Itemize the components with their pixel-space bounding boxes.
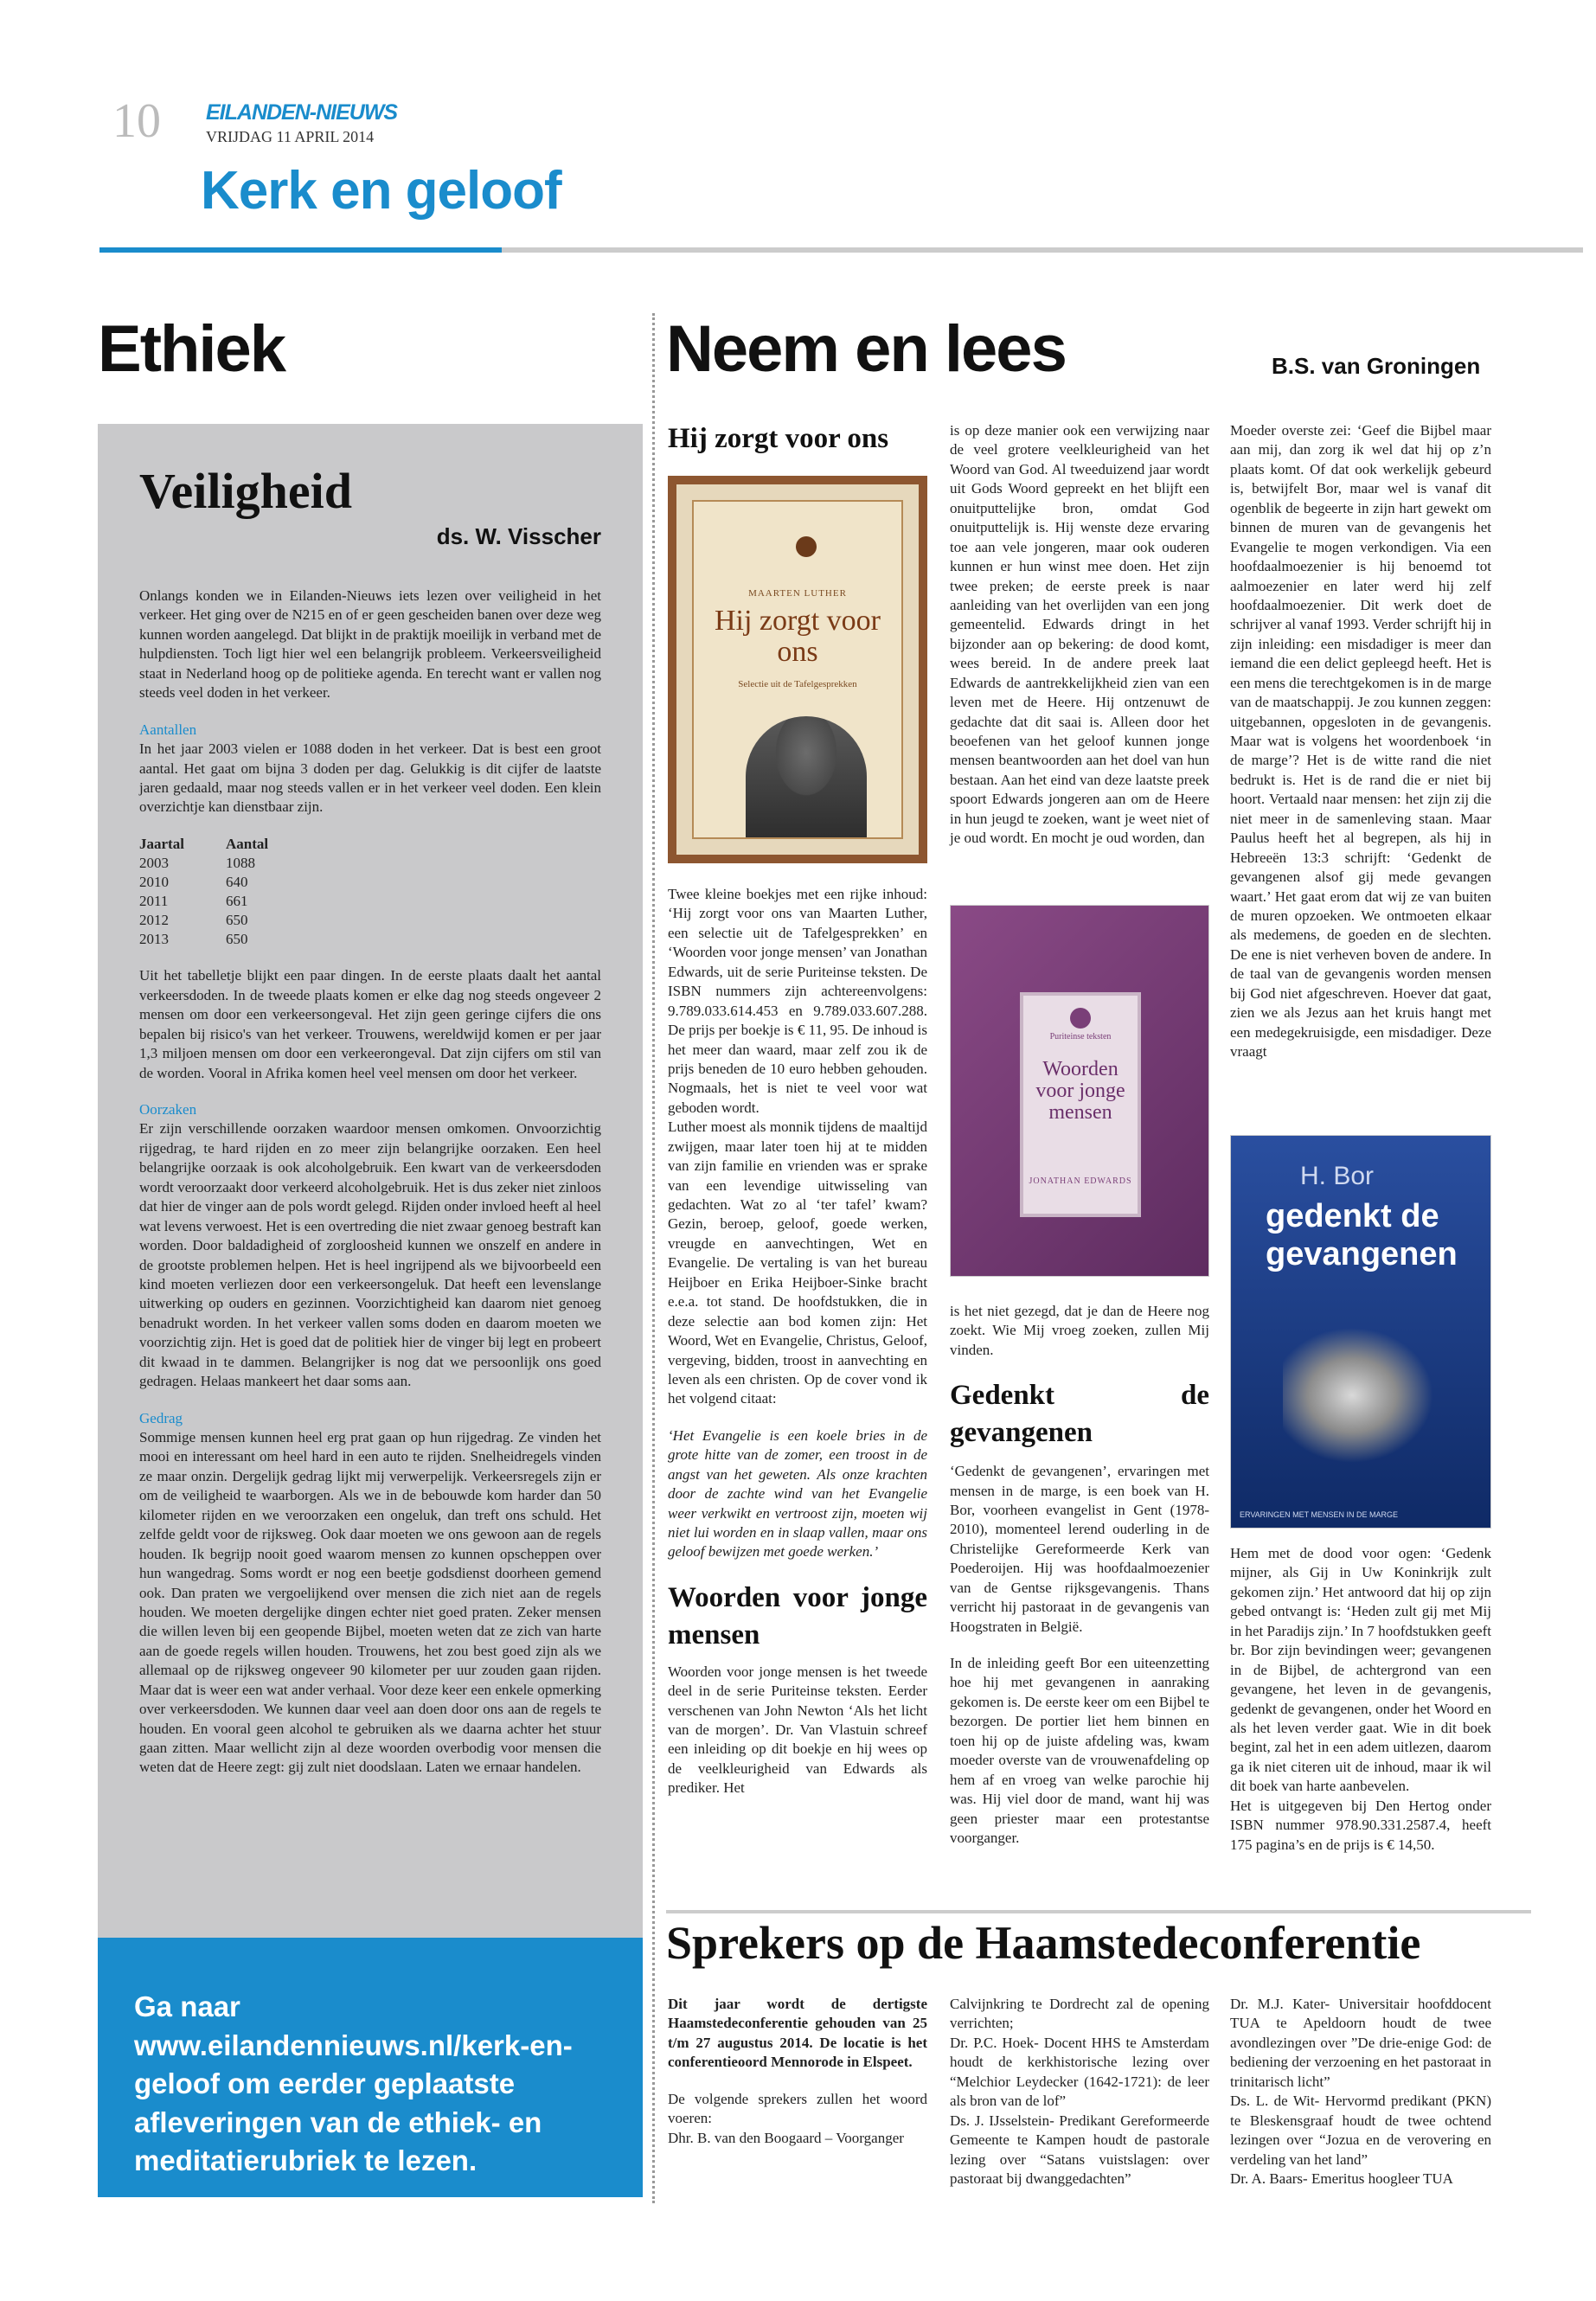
table-cell: 1088 [226,854,255,871]
door-handle-image [1283,1309,1456,1482]
traffic-deaths-table [139,835,268,950]
neem-heading: Neem en lees [666,312,1066,386]
review-col1-p2: Luther moest als monnik tijdens de maaltijd zwijgen, maar later toen hij at te midden van zijn familie en vrienden was er sprake van een levendige uitwisseling van gedachten. Wat zo al ‘ter tafel’ kwam? Gezin, beroep, geloof, goede werken, vreugde en aanvechtingen, Wet en Evangelie. De vertaling is van het bureau Heijboer en Erika Heijboer-Sinke bracht e.e.a. tot stand. De hoofdstukken, die in deze selectie aan bod komen zijn: Het Woord, Wet en Evangelie, Christus, Geloof, vergeving, bidden, troost in aanvechting en leven als een christen. Op de cover vond ik het volgend citaat: [668,1118,927,1407]
sprekers-lead: Dit jaar wordt de dertigste Haamstedeconferentie gehouden van 25 t/m 27 augustus 2014. De locatie is het conferentieoord Mennorode in Elspeet. [668,1996,927,2071]
ethiek-sub-aantallen: Aantallen [139,721,197,738]
header-rule [502,247,1583,253]
article-title: Veiligheid [139,463,353,519]
header-rule-accent [99,247,502,253]
ethiek-sub-gedrag: Gedrag [139,1409,183,1426]
review-col2-p1: is op deze manier ook een verwijzing naar de veel grotere veelkleurigheid van het Woord van God. Al tweeduizend jaar wordt uit Gods Woord gepreekt en het blijft een onuitputtelijke bron, omdat God onuitputtelijk is. Hij wenste deze ervaring toe aan vele jongeren, maar ook ouderen kunnen er hun winst mee doen. Het zijn twee preken; de eerste preek is naar aanleiding van het overlijden van een jong gemeentelid. Edwards dringt in het bijzonder aan op bekering: de dood komt, wees bereid. In de andere preek laat Edwards de aantrekkelijkheid zien van een leven met de Heere. Hij ontzenuwt de gedachte dat dit saai is. Alleen door het beoefenen van het geloof kunnen jonge mensen beantwoorden aan het doel van hun bestaan. Aan het eind van deze laatste preek spoort Edwards jongeren aan om de Heere in hun jeugd te zoeken, want je weet niet of je oud wordt. En mocht je oud worden, dan [950,422,1209,847]
review-col3-p2: Hem met de dood voor ogen: ‘Gedenk mijner, als Gij in Uw Koninkrijk zult gekomen zijn.’ Het antwoord dat hij op zijn gebed ontvangt is: ‘Heden zult gij met Mij in het Paradijs zijn.’ In 7 hoofdstukken geeft br. Bor zijn bevindingen weer; gevangenen in de Bijbel, de achtergrond van een gevangene, het leven in de gevangenis, gedenkt de gevangenen, onder het Woord en als het leven verder gaat. Wie in dit boek begint, zal het in een adem uitlezen, daarom ga ik niet citeren uit de inhoud, maar ik wil dit boek van harte aanbevelen. [1230,1545,1491,1795]
table-cell: 2003 [139,854,169,871]
table-header: Jaartal [139,835,184,852]
ethiek-intro: Onlangs konden we in Eilanden-Nieuws iets lezen over veiligheid in het verkeer. Het ging over de N215 en of er geen gescheiden banen over deze weg kunnen worden aangelegd. Dat blijkt in de praktijk moeilijk in verband met de hulpdiensten. Toch ligt hier wel een belangrijk probleem. Verkeersveiligheid staat in Nederland hoog op de politieke agenda. En terecht want er vallen nog steeds veel doden in het verkeer. [139,587,601,702]
ethiek-p4: Sommige mensen kunnen heel erg prat gaan op hun rijgedrag. Ze vinden het mooi en interessant om heel hard in een auto te rijden. Snelheidregels vinden ze maar onzin. Dergelijk gedrag lijkt mij verwerpelijk. Verkeersregels zijn er om de veiligheid te waarborgen. Als we in de bebouwde kom harder dan 50 kilometer rijden en we veroorzaken een ongeluk, dan treft ons schuld. Het zelfde geldt voor de rijksweg. Ook daar moeten we ons gewoon aan de regels houden. Ik begrijp nooit goed waarom mensen zo kunnen opscheppen over hun wangedrag. Soms wordt er nog een beetje godsdienst doorheen gemend ook. Dan praten we vergoelijkend over mensen die zich niet aan de regels houden. We moeten dergelijke dingen echter niet goed praten. Zeker mensen die willen leven bij een geopende Bijbel, moeten weten dat ze zich van harte aan de goede regels willen houden. Trouwens, het zou best goed zijn als we allemaal op de rijksweg ongeveer 90 kilometer per uur zouden gaan rijden. Maar dat is weer een wat ander verhaal. Voor deze keer een enkele opmerking over verkeersdoden. We kunnen daar veel aan doen door ons aan de regels te houden. En vooral geen alcohol te gebruiken als we daarna achter het stuur gaan zitten. Maar wellicht zijn al deze woorden overbodig voor mensen die weten dat de Heere zegt: gij zult niet doodslaan. Laten we ernaar handelen. [139,1429,601,1776]
speaker-4: Dr. M.J. Kater- Universitair hoofddocent TUA te Apeldoorn houdt de twee avondlezingen over ”De drie-enige God: de bediening der verzoening en het pastoraat in trinitarisch licht” [1230,1996,1491,2090]
promo-link-text[interactable]: Ga naar www.eilandennieuws.nl/kerk-en-geloof om eerder geplaatste afleveringen van de ethiek- en meditatierubriek te lezen. [134,1990,573,2177]
promo-box[interactable] [98,1938,643,2197]
table-cell: 2010 [139,874,169,890]
table-row [139,873,268,892]
review-heading-2: Woorden voor jonge mensen [668,1581,927,1650]
table-cell: 2012 [139,912,169,929]
neem-author: B.S. van Groningen [1272,353,1481,379]
review-col2-p2: is het niet gezegd, dat je dan de Heere nog zoekt. Wie Mij vroeg zoeken, zullen Mij vinden. [950,1303,1209,1358]
table-row [139,911,268,930]
ethiek-sub-oorzaken: Oorzaken [139,1101,197,1118]
table-header: Aantal [226,835,269,852]
table-cell: 650 [226,931,248,948]
book3-tagline: ERVARINGEN MET MENSEN IN DE MARGE [1240,1510,1399,1519]
book1-author: MAARTEN LUTHER [748,588,847,599]
book3-author: H. Bor [1300,1162,1375,1190]
speaker-6: Dr. A. Baars- Emeritus hoogleer TUA [1230,2170,1453,2187]
ethiek-p1: In het jaar 2003 vielen er 1088 doden in het verkeer. Dat is best een groot aantal. Het gaat om bijna 3 doden per dag. Gelukkig is dit cijfer de laatste jaren gedaald, maar nog steeds vallen er in het verkeer veel doden. Een klein overzichtje kan dienstbaar zijn. [139,740,601,816]
issue-date: VRIJDAG 11 APRIL 2014 [206,128,375,145]
table-cell: 2011 [139,893,169,910]
speaker-1-cont: Calvijnkring te Dordrecht zal de opening verrichten; [950,1996,1209,2032]
book2-series: Puriteinse teksten [1049,1032,1112,1042]
table-row [139,930,268,949]
column-divider [652,313,655,2203]
review-col1-p3: Woorden voor jonge mensen is het tweede deel in de serie Puriteinse teksten. Eerder verschenen van John Newton ‘Als het licht van de morgen’. Dr. Van Vlastuin schreef een inleiding op dit boekje en hij wees op de veelkleurigheid van Edwards als prediker. Het [668,1663,927,1797]
book1-title: Hij zorgt voor ons [714,605,881,668]
review-col1-p1: Twee kleine boekjes met een rijke inhoud: ‘Hij zorgt voor ons van Maarten Luther, een selectie uit de Tafelgesprekken’ en ‘Woorden voor jonge mensen’ van Jonathan Edwards, uit de serie Puriteinse teksten. De ISBN nummers zijn achtereenvolgens: 9.789.033.614.453 en 9.789.033.607.288. De prijs per boekje is € 11, 95. De inhoud is het meer dan waard, maar zelf zou ik de prijs beneden de 10 euro hebben gehouden. Nogmaals, het is niet te veel voor wat geboden wordt. [668,886,927,1116]
ethiek-p2: Uit het tabelletje blijkt een paar dingen. In de eerste plaats daalt het aantal verkeersdoden. In de tweede plaats komen er elke dag nog steeds ongeveer 2 mensen om door een verkeersongeval. Het zijn geen geringe cijfers die ons bepalen bij risico's van het verkeer. Trouwens, wereldwijd komen er per jaar 1,3 miljoen mensen om door een verkeerongeval. Dat zijn cijfers om stil van de worden. Vooral in Afrika komen heel veel mensen om door het verkeer. [139,967,601,1081]
book2-author: JONATHAN EDWARDS [1029,1176,1132,1186]
ethiek-panel [98,424,643,1962]
section-title: Kerk en geloof [201,161,561,221]
table-cell: 650 [226,912,248,929]
table-cell: 2013 [139,931,169,948]
table-cell: 640 [226,874,248,890]
review-col3-p1: Moeder overste zei: ‘Geef die Bijbel maar aan mij, dan zorg ik wel dat hij op z’n plaats komt. Of dat ook werkelijk gebeurd is, betwijfelt Bor, maar wel is vanaf dit ogenblik de begeerte in zijn hart gewekt om binnen de muren van de gevangenis het Evangelie te mogen verkondigen. Via een hoofdaalmoezenier is hij benoemd tot aalmoezenier en later werd hij zelf hoofdaalmoezenier. Dit werk doet de schrijver al vanaf 1993. Verder schrijft hij in zijn inleiding: een misdadiger is meer dan iemand die een delict gepleegd heeft. Het is een mens die terechtgekomen is in de marge van de maatschappij. Je zou kunnen zeggen: uitgebannen, opgesloten in de gevangenis. Maar wat is volgens het woordenboek ‘in de marge’? Het is de witte rand die niet bedrukt is. Het is de rand die er niet bij hoort. Vertaald naar mensen: het zijn zij die niet meer in de samenleving staan. Maar Paulus heeft het al begrepen, als hij in Hebreeën 13:3 schrijft: ‘Gedenkt de gevangenen alsof gij mede gevangen waart.’ Het gaat erom dat wij ze van buiten de muren opzoeken. We ontmoeten elkaar als medemens, de goeden en de slechten. De ene is niet verheven boven de andere. In de taal van de gevangenis worden mensen bij God niet afgeschreven. Hoever dat gaat, zien we als Jezus aan het kruis hangt met een medegekruisigde, een misdadiger. Deze vraagt [1230,422,1491,1060]
book3-title-1: gedenkt de [1266,1198,1439,1234]
speaker-3: Ds. J. IJsselstein- Predikant Gereformeerde Gemeente te Kampen houdt de pastorale lezing over “Satans vuistslagen: over pastoraat bij dwanggedachten” [950,2112,1209,2187]
review-heading-1: Hij zorgt voor ons [668,423,889,454]
ethiek-heading: Ethiek [98,312,285,386]
luther-statue-image [746,716,867,837]
book3-title-2: gevangenen [1266,1236,1458,1272]
review-heading-3: Gedenkt de gevangenen [950,1380,1209,1449]
review-col3-p3: Het is uitgegeven bij Den Hertog onder ISBN nummer 978.90.331.2587.4, heeft 175 pagina’s en de prijs is € 14,50. [1230,1797,1491,1853]
ethiek-p3: Er zijn verschillende oorzaken waardoor mensen omkomen. Onvoorzichtig rijgedrag, te hard rijden en zo meer zijn belangrijke oorzaken. Een heel belangrijke oorzaak is ook alcoholgebruik. Een kwart van de verkeersdoden wordt veroorzaakt door verkeerd alcoholgebruik. Het is dus zeker niet zinloos dat hier de vinger aan de pols wordt gelegd. Rijden onder invloed heeft al heel wat levens verwoest. Het is een overtreding die niet zwaar genoeg bestraft kan worden. Door baldadigheid of zorgloosheid kunnen we onszelf en andere in de grootste problemen helpen. Het is heel ingrijpend als we bijvoorbeeld een kind moeten verliezen door een verkeersongeluk. Dat heeft een levenslange uitwerking op ouders en gezinnen. Voorzichtigheid kan daarom niet genoeg benadrukt worden. In het verkeer vallen soms doden en daarom moeten we voorzichtig zijn. Het is goed dat de politiek hier de vinger bij legt en probeert dit kwaad in te dammen. Belangrijker is nog dat we persoonlijk ons goed gedragen. Helaas mankeert het daar soms aan. [139,1120,601,1390]
sprekers-rule [666,1910,1531,1913]
cross-emblem-icon [796,536,817,557]
article-author: ds. W. Visscher [436,523,601,549]
masthead-logo: EILANDEN-NIEUWS [206,100,398,125]
table-cell: 661 [226,893,248,910]
review-col2-p4: In de inleiding geeft Bor een uiteenzetting hoe hij met gevangenen in aanraking gekomen is. De eerste keer om een Bijbel te bezorgen. De portier liet hem binnen en toen hij op de juiste afdeling was, kwam moeder overste van de vrouwenafdeling op hem af en vroeg van welke parochie hij was. Hij viel door de mand, want hij was geen priester maar een protestantse voorganger. [950,1655,1209,1846]
review-col2-p3: ‘Gedenkt de gevangenen’, ervaringen met mensen in de marge, is een boek van H. Bor, voorheen evangelist in Gent (1978-2010), momenteel lerend ouderling in de Christelijke Gereformeerde Kerk van Poederoijen. Hij was hoofdaalmoezenier van de Gentse rijksgevangenis. Thans verricht hij pastoraat in de gevangenis van Hoogstraten in België. [950,1463,1209,1635]
page-number: 10 [112,94,161,148]
review-quote: ‘Het Evangelie is een koele bries in de grote hitte van de zomer, een troost in de angst van het geweten. Als onze krachten door de zachte wind van het Evangelie weer verkwikt en vertroost zijn, moeten wij niet lui worden en in slaap vallen, maar ons geloof bewijzen met goede werken.’ [668,1426,927,1561]
book1-subtitle: Selectie uit de Tafelgesprekken [738,679,857,689]
table-row [139,892,268,911]
sprekers-p1: De volgende sprekers zullen het woord voeren: [668,2090,927,2127]
speaker-5: Ds. L. de Wit- Hervormd predikant (PKN) te Bleskensgraaf houdt de twee ochtend lezingen over “Jozua en de verovering en verdeling van het land” [1230,2093,1491,2168]
speaker-2: Dr. P.C. Hoek- Docent HHS te Amsterdam houdt de kerkhistorische lezing over “Melchior Leydecker (1642-1721): de leer als bron van de lof” [950,2034,1209,2110]
sprekers-title: Sprekers op de Haamstedeconferentie [666,1917,1421,1969]
speaker-1: Dhr. B. van den Boogaard – Voorganger [668,2129,904,2146]
table-row [139,854,268,873]
series-logo-icon [1070,1008,1091,1029]
book-cover-bor [1230,1135,1491,1529]
book-cover-luther [668,476,927,863]
book-cover-edwards [950,905,1209,1277]
book2-title: Woorden voor jonge mensen [1035,1058,1125,1125]
